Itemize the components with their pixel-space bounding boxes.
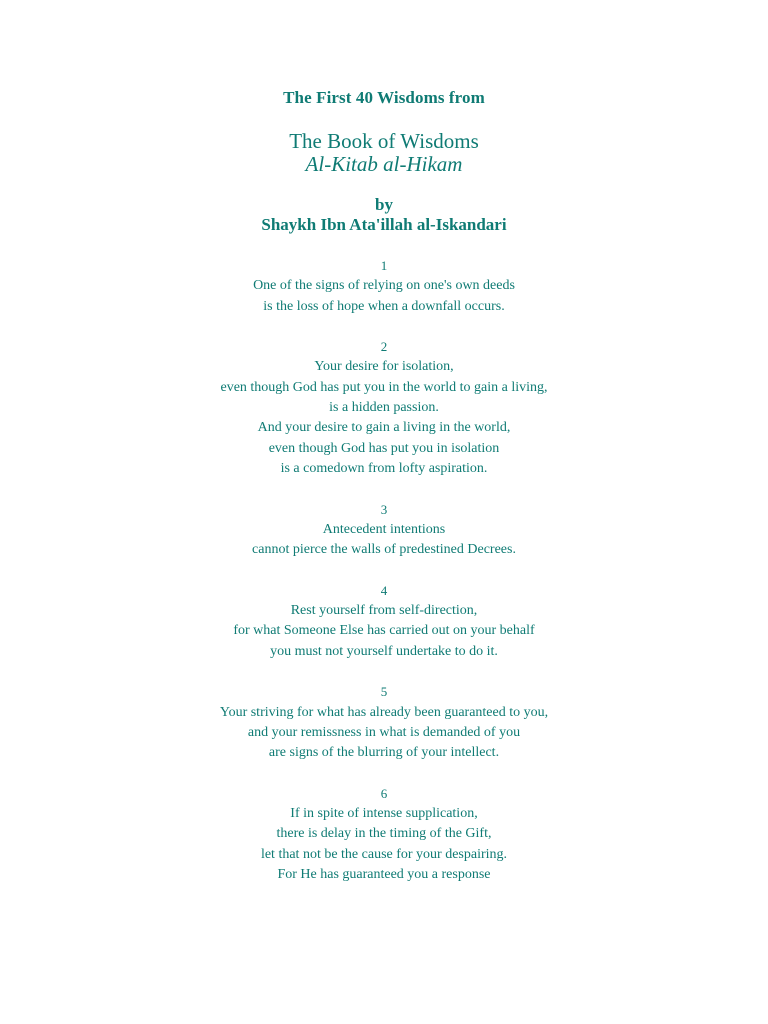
- saying-line: is a comedown from lofty aspiration.: [280, 460, 488, 476]
- saying-4: [0, 581, 768, 662]
- saying-line: even though God has put you in isolation: [268, 440, 500, 456]
- saying-number: 3: [380, 501, 388, 517]
- saying-1: [0, 256, 768, 317]
- saying-number: 1: [380, 258, 388, 273]
- saying-line: even though God has put you in the world to gain a living,: [220, 379, 548, 395]
- saying-number: 6: [380, 785, 388, 801]
- saying-line: is a hidden passion.: [329, 400, 439, 416]
- saying-line: One of the signs of relying on one's own deeds: [253, 278, 515, 294]
- saying-6: [0, 784, 768, 885]
- saying-3: [0, 500, 768, 561]
- saying-line: Your striving for what has already been guaranteed to you,: [219, 704, 549, 720]
- sayings-list: [0, 256, 768, 906]
- saying-line: you must not yourself undertake to do it.: [270, 643, 498, 659]
- saying-5: [0, 682, 768, 763]
- saying-line: is the loss of hope when a downfall occurs.: [263, 298, 505, 314]
- saying-line: And your desire to gain a living in the world,: [257, 420, 511, 436]
- book-arabic-title: Al-Kitab al-Hikam: [305, 152, 463, 176]
- saying-line: Antecedent intentions: [322, 521, 446, 537]
- saying-line: cannot pierce the walls of predestined Decrees.: [252, 542, 516, 558]
- saying-number: 4: [380, 582, 388, 598]
- saying-line: and your remissness in what is demanded of you: [247, 724, 521, 740]
- saying-line: For He has guaranteed you a response: [277, 866, 491, 882]
- saying-line: If in spite of intense supplication,: [290, 806, 478, 822]
- saying-line: Rest yourself from self-direction,: [290, 603, 478, 619]
- saying-2: [0, 337, 768, 479]
- saying-number: 2: [380, 339, 388, 355]
- saying-line: for what Someone Else has carried out on your behalf: [233, 623, 535, 639]
- by-label: by: [375, 195, 393, 214]
- saying-line: there is delay in the timing of the Gift,: [276, 826, 492, 842]
- saying-number: 5: [380, 684, 388, 700]
- intro-title: The First 40 Wisdoms from: [283, 88, 485, 107]
- saying-line: let that not be the cause for your despairing.: [260, 846, 508, 862]
- saying-line: are signs of the blurring of your intellect.: [268, 745, 500, 761]
- book-title: The Book of Wisdoms: [289, 129, 479, 153]
- saying-line: Your desire for isolation,: [314, 359, 454, 375]
- author-name: Shaykh Ibn Ata'illah al-Iskandari: [261, 215, 507, 234]
